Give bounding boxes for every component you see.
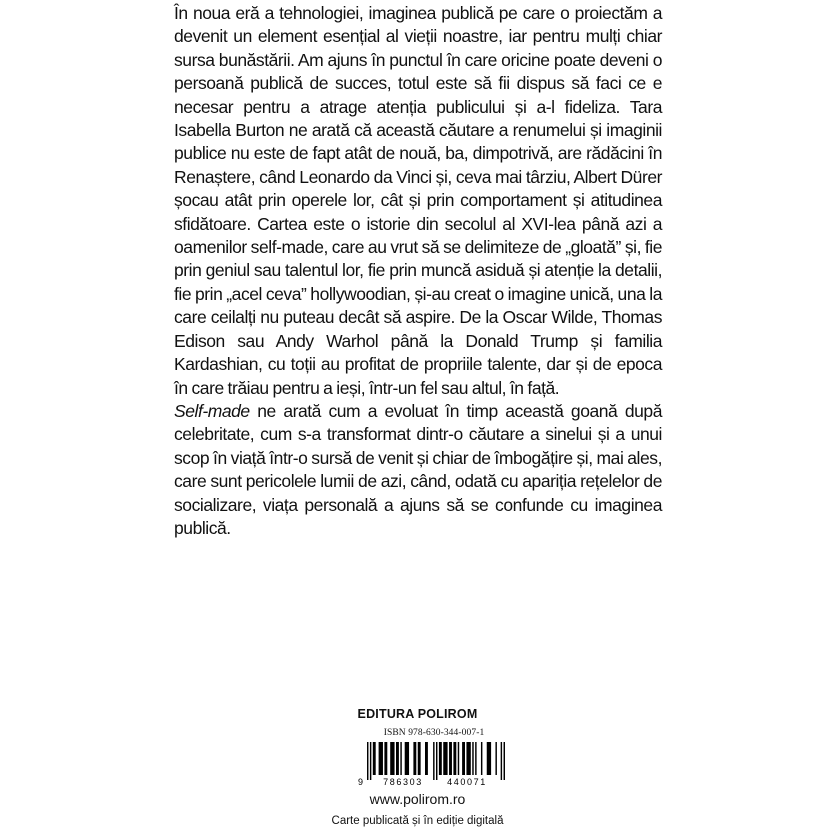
barcode-bar	[443, 742, 447, 775]
barcode-bar	[390, 742, 394, 775]
digital-edition-note: Carte publicată și în ediție digitală	[331, 815, 504, 827]
barcode-bar	[418, 742, 421, 775]
barcode-bar	[481, 742, 482, 775]
barcode-first-digit: 9	[358, 777, 364, 786]
barcode-bar	[475, 742, 476, 775]
barcode-bar	[373, 742, 376, 775]
barcode-bar	[379, 742, 383, 775]
barcode-bar	[439, 742, 442, 775]
isbn-barcode	[355, 742, 513, 786]
barcode-bar	[433, 742, 434, 780]
barcode-bar	[453, 742, 456, 775]
barcode-bar	[501, 742, 502, 780]
barcode-bar	[370, 742, 371, 780]
barcode-bar	[413, 742, 416, 775]
barcode-bars	[367, 742, 505, 780]
barcode-bar	[466, 742, 470, 775]
barcode-bar	[458, 742, 459, 775]
blurb-text-part1: În noua eră a tehnologiei, imaginea publică pe care o proiectăm a devenit un element esențial al vieții noastre, iar pentru mulți chiar sursa bunăstării. Am ajuns în punctul în care oricine poate deveni o persoană publică de succes, totul este să fii dispus să faci ce e necesar pentru a atrage atenția publicului și a-l fideliza. Tara Isabella Burton ne arată că această căutare a renumelui și imaginii publice nu este de fapt atât de nouă, ba, dimpotrivă, are rădăcini în Renaștere, când Leonardo da Vinci și, ceva mai târziu, Albert Dürer șocau atât prin operele lor, cât și prin comportament și atitudinea sfidătoare. Cartea este o istorie din secolul al XVI-lea până azi a oamenilor self-made, care au vrut să se delimiteze de „gloată” și, fie prin geniul sau talentul lor, fie prin muncă asiduă și atenție la detalii, fie prin „acel ceva” hollywoodian, și-au creat o imagine unică, una la care ceilalți nu puteau decât să aspire. De la Oscar Wilde, Thomas Edison sau Andy Warhol până la Donald Trump și familia Kardashian, cu toții au profitat de propriile talente, dar și de epoca în care trăiau pentru a ieși, într-un fel sau altul, în față.	[174, 3, 662, 398]
back-cover-blurb	[174, 2, 662, 540]
barcode-bar	[396, 742, 399, 775]
barcode-bar	[462, 742, 465, 775]
barcode-bar	[425, 742, 428, 775]
barcode-bar	[487, 742, 491, 775]
publisher-name: EDITURA POLIROM	[357, 707, 478, 721]
barcode-bar	[472, 742, 473, 775]
publisher-website: www.polirom.ro	[369, 791, 466, 807]
barcode-bar	[384, 742, 387, 775]
blurb-text-part2: ne arată cum a evoluat în timp această goană după celebritate, cum s-a transformat dintr-o căutare a sinelui și a unui scop în viață într-o sursă de venit și chiar de îmbogățire și, mai ales, care sunt pericolele lumii de azi, când, odată cu apariția rețelelor de socializare, viața personală a ajuns să se confunde cu imaginea publică.	[174, 400, 662, 538]
barcode-right-digits: 440071	[447, 777, 487, 786]
barcode-bar	[449, 742, 452, 775]
barcode-left-digits: 786303	[383, 777, 423, 786]
barcode-bar	[504, 742, 505, 780]
barcode-bar	[436, 742, 437, 780]
blurb-italic-title: Self-made	[174, 400, 250, 421]
barcode-bar	[367, 742, 368, 780]
barcode-bar	[400, 742, 401, 775]
barcode-bar	[495, 742, 496, 775]
isbn-label: ISBN 978-630-344-007-1	[383, 728, 485, 738]
barcode-bar	[405, 742, 409, 775]
